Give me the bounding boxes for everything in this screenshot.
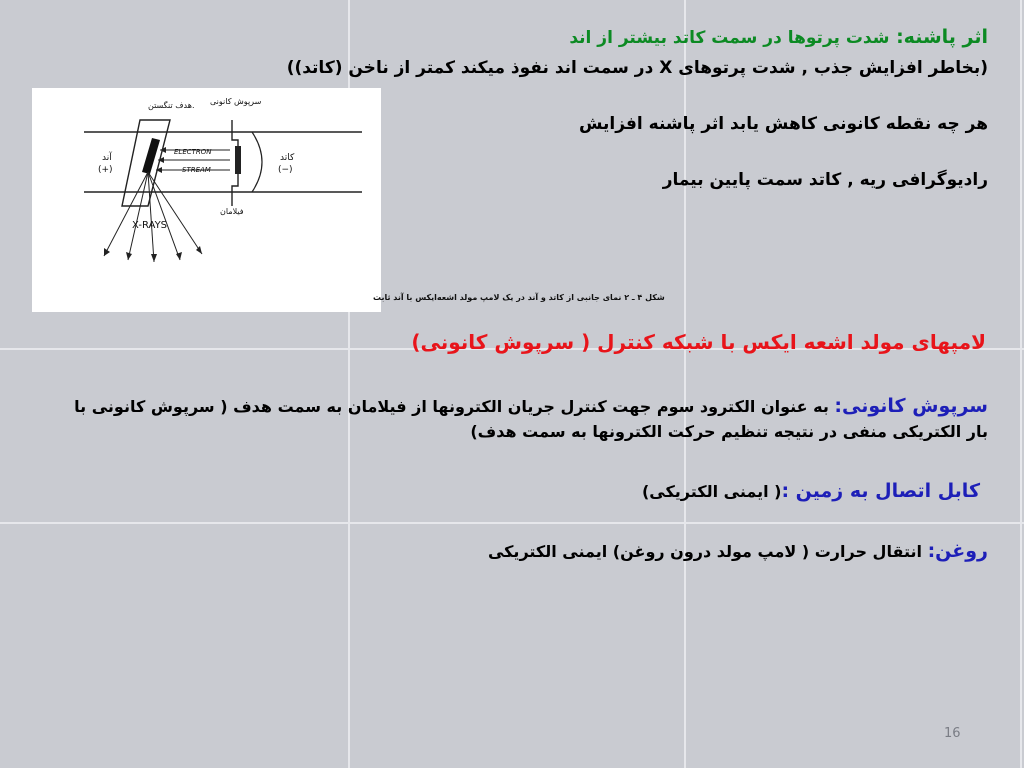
oil-term: روغن:: [927, 540, 988, 562]
grid-line-horizontal: [0, 522, 1024, 524]
heel-effect-text: شدت پرتوها در سمت کاتد بیشتر از اند: [569, 28, 890, 48]
chest-radiography-note: رادیوگرافی ریه , کاتد سمت پایین بیمار: [662, 170, 988, 190]
focus-cup-label: سرپوش کانونی: [210, 97, 262, 106]
ground-cable-description: ( ایمنی الکتریکی): [641, 482, 782, 501]
grid-line-vertical: [1020, 0, 1022, 768]
figure-caption: شکل ۴ ـ ۲ نمای جانبی از کاتد و آند در یک لامپ مولد اشعه‌ایکس با آند ثابت: [373, 293, 665, 302]
anode-label: آند: [102, 153, 112, 163]
oil-description: انتقال حرارت ( لامپ مولد درون روغن) ایمنی الکتریکی: [487, 542, 928, 561]
stream-label: STREAM: [182, 166, 211, 174]
filament-label: فیلامان: [220, 207, 244, 216]
ground-cable-line: [642, 480, 980, 502]
focus-cup-paragraph: [68, 394, 988, 444]
page-number: 16: [944, 726, 961, 741]
anode-sign: (+): [98, 165, 113, 175]
focus-cup-term: سرپوش کانونی:: [834, 395, 988, 417]
oil-line: [488, 540, 988, 562]
ground-cable-term: کابل اتصال به زمین :: [781, 480, 980, 502]
target-label: هدف تنگستن.: [148, 101, 195, 110]
electron-label: ELECTRON: [174, 148, 212, 156]
xray-tube-diagram: [32, 88, 665, 312]
slide-title: [569, 26, 988, 48]
focal-spot-note: هر چه نقطه کانونی کاهش یابد اثر پاشنه افزایش: [578, 114, 988, 134]
focus-cup-heading: لامپهای مولد اشعه ایکس با شبکه کنترل ( سرپوش کانونی): [411, 330, 986, 354]
heel-effect-label: اثر پاشنه:: [896, 26, 988, 48]
cathode-sign: (−): [278, 165, 293, 175]
absorption-note: (بخاطر افزایش جذب , شدت پرتوهای X در سمت اند نفوذ میکند کمتر از ناخن (کاتد)): [286, 58, 988, 78]
xray-tube-svg: [32, 88, 665, 312]
xrays-label: X-RAYS: [132, 220, 168, 231]
cathode-label: کاتد: [280, 153, 295, 163]
focus-cup-description: به عنوان الکترود سوم جهت کنترل جریان الکترونها از فیلامان به سمت هدف ( سرپوش کانونی با بار الکتریکی منفی در نتیجه تنظیم حرکت الکترونها به سمت هدف): [74, 397, 988, 441]
